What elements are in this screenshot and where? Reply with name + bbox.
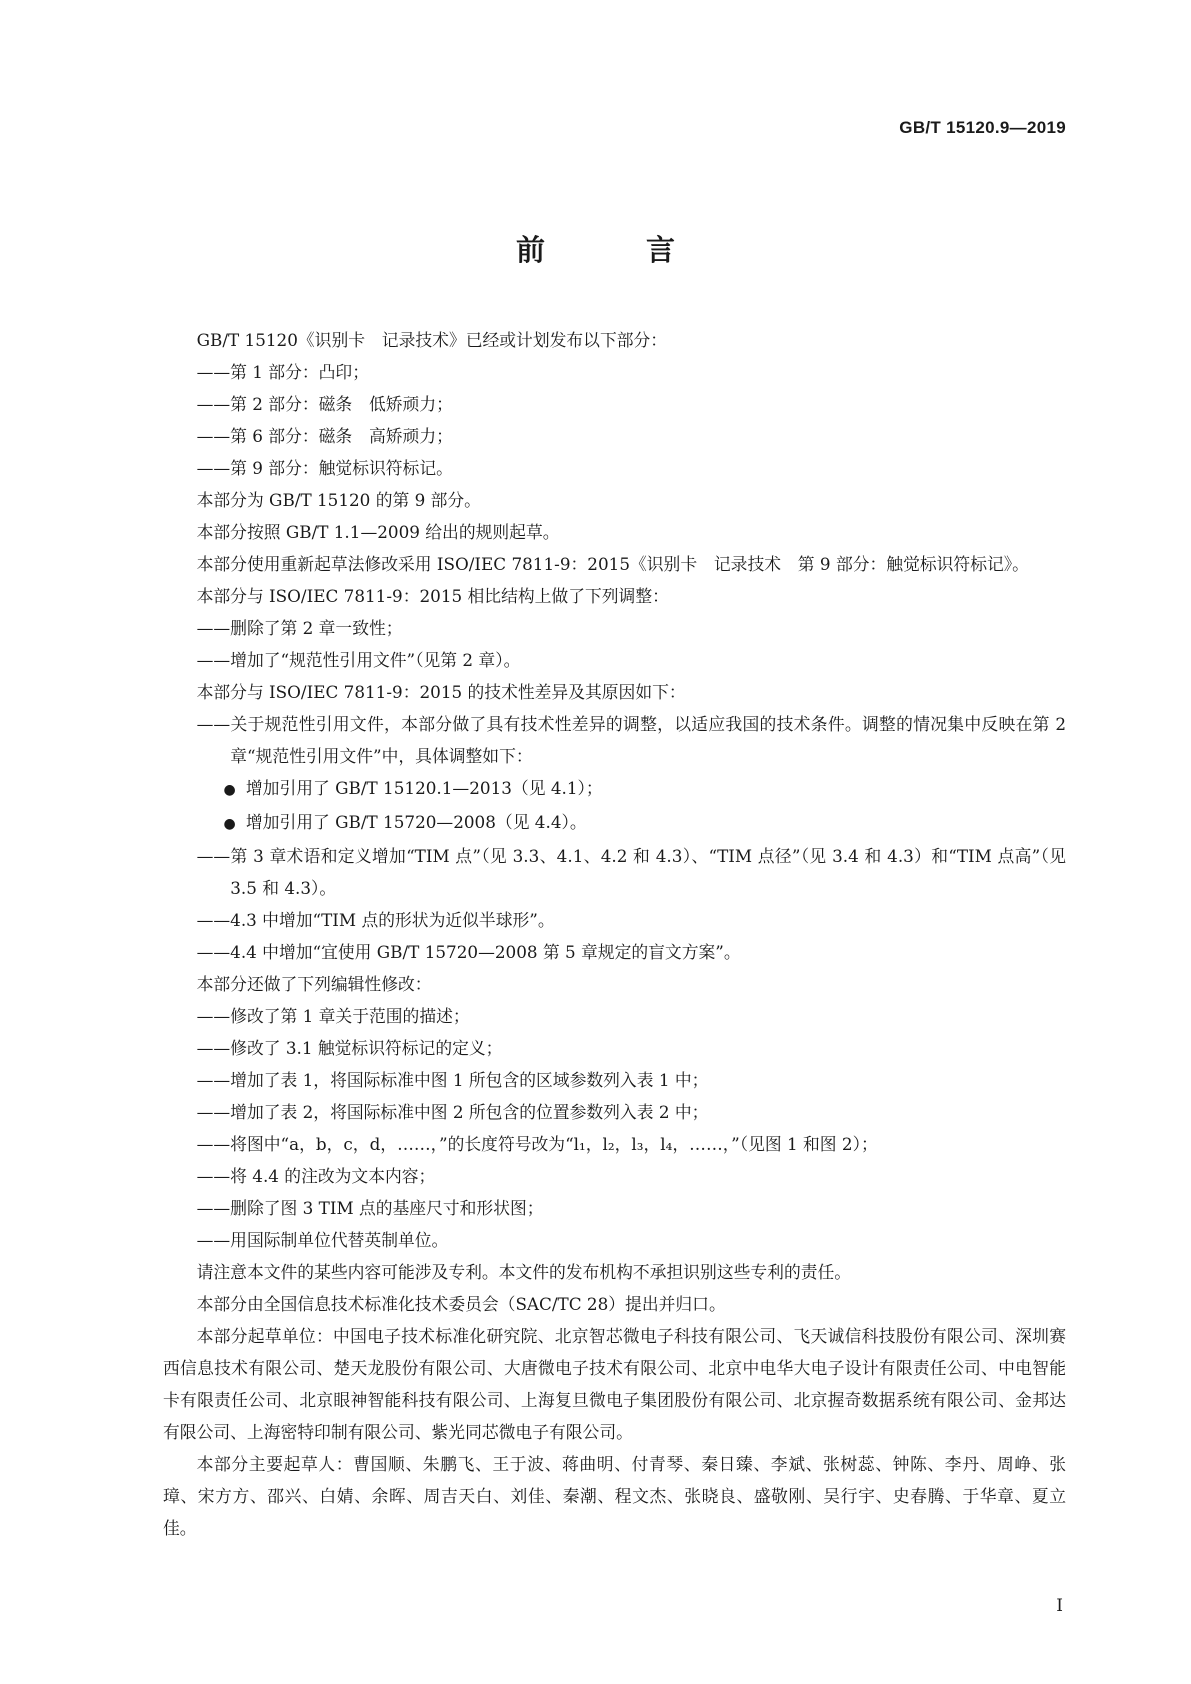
dash-item: ——4.4 中增加“宜使用 GB/T 15720—2008 第 5 章规定的盲文方案”。 (196, 942, 741, 962)
dash-item: ——将 4.4 的注改为文本内容； (196, 1166, 436, 1186)
bullet-item (163, 772, 1066, 806)
paragraph: 本部分使用重新起草法修改采用 ISO/IEC 7811-9：2015《识别卡 记录技术 第 9 部分：触觉标识符标记》。 (196, 554, 1029, 574)
dash-item: ——删除了图 3 TIM 点的基座尺寸和形状图； (196, 1198, 544, 1218)
paragraph: 本部分起草单位：中国电子技术标准化研究院、北京智芯微电子科技有限公司、飞天诚信科技股份有限公司、深圳赛西信息技术有限公司、楚天龙股份有限公司、大唐微电子技术有限公司、北京中电华大电子设计有限责任公司、中电智能卡有限责任公司、北京眼神智能科技有限公司、上海复旦微电子集团股份有限公司、北京握奇数据系统有限公司、金邦达有限公司、上海密特印制有限公司、紫光同芯微电子有限公司。 (163, 1326, 1066, 1442)
paragraph: 请注意本文件的某些内容可能涉及专利。本文件的发布机构不承担识别这些专利的责任。 (196, 1262, 852, 1282)
dash-item: ——4.3 中增加“TIM 点的形状为近似半球形”。 (196, 910, 555, 930)
dash-item: ——增加了表 2，将国际标准中图 2 所包含的位置参数列入表 2 中； (196, 1102, 709, 1122)
dash-item: ——第 6 部分：磁条 高矫顽力； (196, 426, 453, 446)
page-title: 前 言 (515, 233, 711, 267)
dash-item: ——第 9 部分：触觉标识符标记。 (196, 458, 453, 478)
dash-item: ——增加了表 1，将国际标准中图 1 所包含的区域参数列入表 1 中； (196, 1070, 709, 1090)
paragraph: 本部分与 ISO/IEC 7811-9：2015 相比结构上做了下列调整： (196, 586, 669, 606)
page-number: I (1056, 1596, 1063, 1616)
bullet-icon: ● (223, 816, 236, 832)
paragraph: 本部分为 GB/T 15120 的第 9 部分。 (196, 490, 481, 510)
bullet-text: 增加引用了 GB/T 15120.1—2013（见 4.1）； (245, 778, 603, 798)
dash-item: ——关于规范性引用文件，本部分做了具有技术性差异的调整，以适应我国的技术条件。调整的情况集中反映在第 2 章“规范性引用文件”中，具体调整如下： (196, 714, 1066, 766)
bullet-icon: ● (223, 782, 236, 798)
standard-code: GB/T 15120.9—2019 (899, 118, 1066, 137)
bullet-text: 增加引用了 GB/T 15720—2008（见 4.4）。 (245, 812, 587, 832)
paragraph: 本部分主要起草人：曹国顺、朱鹏飞、王于波、蒋曲明、付青琴、秦日臻、李斌、张树蕊、钟陈、李丹、周峥、张璋、宋方方、邵兴、白婧、余晖、周吉天白、刘佳、秦潮、程文杰、张晓良、盛敬刚、吴行宇、史春腾、于华章、夏立佳。 (163, 1454, 1066, 1538)
bullet-item (163, 806, 1066, 840)
dash-item: ——增加了“规范性引用文件”（见第 2 章）。 (196, 650, 521, 670)
paragraph: 本部分与 ISO/IEC 7811-9：2015 的技术性差异及其原因如下： (196, 682, 686, 702)
dash-item: ——修改了 3.1 触觉标识符标记的定义； (196, 1038, 503, 1058)
dash-item: ——第 3 章术语和定义增加“TIM 点”（见 3.3、4.1、4.2 和 4.3）、“TIM 点径”（见 3.4 和 4.3）和“TIM 点高”（见 3.5 和 4.3）。 (196, 846, 1066, 898)
dash-item: ——用国际制单位代替英制单位。 (196, 1230, 449, 1250)
dash-item: ——修改了第 1 章关于范围的描述； (196, 1006, 470, 1026)
document-body (163, 324, 1066, 1544)
paragraph: 本部分还做了下列编辑性修改： (196, 974, 432, 994)
paragraph: GB/T 15120《识别卡 记录技术》已经或计划发布以下部分： (196, 330, 668, 350)
dash-item: ——删除了第 2 章一致性； (196, 618, 403, 638)
paragraph: 本部分由全国信息技术标准化技术委员会（SAC/TC 28）提出并归口。 (196, 1294, 726, 1314)
dash-item: ——第 1 部分：凸印； (196, 362, 369, 382)
dash-item: ——将图中“a，b，c，d，……，”的长度符号改为“l₁，l₂，l₃，l₄，……，”（见图 1 和图 2）； (196, 1134, 878, 1154)
paragraph: 本部分按照 GB/T 1.1—2009 给出的规则起草。 (196, 522, 560, 542)
dash-item: ——第 2 部分：磁条 低矫顽力； (196, 394, 453, 414)
